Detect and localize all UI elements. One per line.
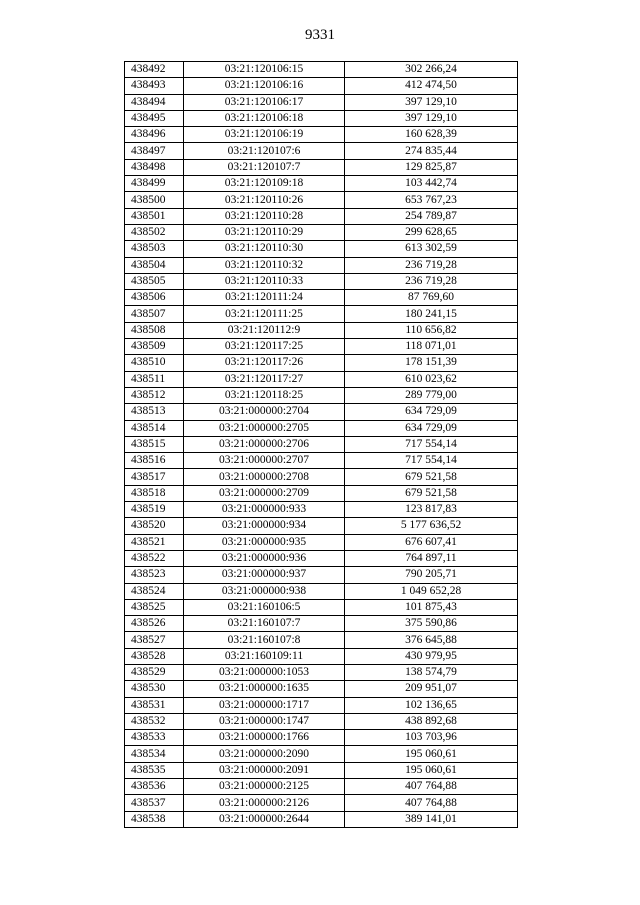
cadastral-value-cell: 299 628,65 — [345, 224, 518, 240]
record-id-cell: 438519 — [125, 502, 184, 518]
cadastral-number-cell: 03:21:120106:16 — [184, 78, 345, 94]
table-row — [125, 779, 518, 795]
cadastral-number-cell: 03:21:120106:15 — [184, 62, 345, 78]
record-id-cell: 438510 — [125, 355, 184, 371]
table-row — [125, 192, 518, 208]
table-row — [125, 453, 518, 469]
table-row — [125, 632, 518, 648]
cadastral-number-cell: 03:21:000000:937 — [184, 567, 345, 583]
cadastral-value-cell: 274 835,44 — [345, 143, 518, 159]
table-row — [125, 241, 518, 257]
table-row — [125, 713, 518, 729]
cadastral-number-cell: 03:21:000000:1053 — [184, 664, 345, 680]
cadastral-value-cell: 790 205,71 — [345, 567, 518, 583]
cadastral-value-cell: 178 151,39 — [345, 355, 518, 371]
record-id-cell: 438529 — [125, 664, 184, 680]
page-number: 9331 — [305, 27, 335, 43]
table-row — [125, 502, 518, 518]
record-id-cell: 438493 — [125, 78, 184, 94]
table-row — [125, 110, 518, 126]
cadastral-number-cell: 03:21:120109:18 — [184, 176, 345, 192]
record-id-cell: 438520 — [125, 518, 184, 534]
cadastral-value-cell: 123 817,83 — [345, 502, 518, 518]
cadastral-number-cell: 03:21:120118:25 — [184, 387, 345, 403]
cadastral-number-cell: 03:21:120117:26 — [184, 355, 345, 371]
record-id-cell: 438506 — [125, 290, 184, 306]
table-row — [125, 355, 518, 371]
cadastral-value-cell: 717 554,14 — [345, 436, 518, 452]
cadastral-number-cell: 03:21:120106:18 — [184, 110, 345, 126]
record-id-cell: 438534 — [125, 746, 184, 762]
cadastral-number-cell: 03:21:000000:2707 — [184, 453, 345, 469]
cadastral-number-cell: 03:21:160106:5 — [184, 599, 345, 615]
cadastral-value-table — [124, 61, 518, 828]
cadastral-value-cell: 717 554,14 — [345, 453, 518, 469]
cadastral-number-cell: 03:21:120107:6 — [184, 143, 345, 159]
cadastral-value-cell: 634 729,09 — [345, 404, 518, 420]
table-row — [125, 697, 518, 713]
cadastral-number-cell: 03:21:160109:11 — [184, 648, 345, 664]
cadastral-value-cell: 376 645,88 — [345, 632, 518, 648]
cadastral-number-cell: 03:21:120107:7 — [184, 159, 345, 175]
table-row — [125, 616, 518, 632]
table-row — [125, 78, 518, 94]
cadastral-number-cell: 03:21:160107:8 — [184, 632, 345, 648]
cadastral-value-cell: 254 789,87 — [345, 208, 518, 224]
cadastral-number-cell: 03:21:000000:1717 — [184, 697, 345, 713]
table-row — [125, 795, 518, 811]
cadastral-value-cell: 195 060,61 — [345, 762, 518, 778]
record-id-cell: 438499 — [125, 176, 184, 192]
record-id-cell: 438538 — [125, 811, 184, 827]
record-id-cell: 438517 — [125, 469, 184, 485]
cadastral-number-cell: 03:21:160107:7 — [184, 616, 345, 632]
cadastral-value-cell: 195 060,61 — [345, 746, 518, 762]
record-id-cell: 438531 — [125, 697, 184, 713]
cadastral-value-cell: 102 136,65 — [345, 697, 518, 713]
record-id-cell: 438497 — [125, 143, 184, 159]
cadastral-value-cell: 138 574,79 — [345, 664, 518, 680]
record-id-cell: 438502 — [125, 224, 184, 240]
cadastral-value-cell: 764 897,11 — [345, 550, 518, 566]
cadastral-number-cell: 03:21:120106:17 — [184, 94, 345, 110]
cadastral-value-cell: 160 628,39 — [345, 127, 518, 143]
record-id-cell: 438518 — [125, 485, 184, 501]
cadastral-number-cell: 03:21:120117:25 — [184, 339, 345, 355]
cadastral-value-cell: 610 023,62 — [345, 371, 518, 387]
cadastral-value-cell: 412 474,50 — [345, 78, 518, 94]
table-row — [125, 62, 518, 78]
cadastral-value-cell: 613 302,59 — [345, 241, 518, 257]
cadastral-value-cell: 397 129,10 — [345, 94, 518, 110]
table-row — [125, 664, 518, 680]
record-id-cell: 438495 — [125, 110, 184, 126]
cadastral-value-cell: 118 071,01 — [345, 339, 518, 355]
cadastral-value-cell: 87 769,60 — [345, 290, 518, 306]
cadastral-value-cell: 5 177 636,52 — [345, 518, 518, 534]
record-id-cell: 438533 — [125, 730, 184, 746]
record-id-cell: 438496 — [125, 127, 184, 143]
table-body — [125, 62, 518, 828]
table-row — [125, 208, 518, 224]
table-row — [125, 648, 518, 664]
record-id-cell: 438521 — [125, 534, 184, 550]
cadastral-value-cell: 180 241,15 — [345, 306, 518, 322]
cadastral-number-cell: 03:21:000000:936 — [184, 550, 345, 566]
table-row — [125, 567, 518, 583]
record-id-cell: 438536 — [125, 779, 184, 795]
cadastral-number-cell: 03:21:000000:933 — [184, 502, 345, 518]
cadastral-number-cell: 03:21:120110:33 — [184, 273, 345, 289]
record-id-cell: 438507 — [125, 306, 184, 322]
cadastral-number-cell: 03:21:120110:28 — [184, 208, 345, 224]
record-id-cell: 438505 — [125, 273, 184, 289]
cadastral-number-cell: 03:21:000000:1766 — [184, 730, 345, 746]
record-id-cell: 438500 — [125, 192, 184, 208]
cadastral-number-cell: 03:21:120110:30 — [184, 241, 345, 257]
table-row — [125, 339, 518, 355]
table-row — [125, 746, 518, 762]
cadastral-value-cell: 634 729,09 — [345, 420, 518, 436]
cadastral-number-cell: 03:21:000000:2126 — [184, 795, 345, 811]
cadastral-value-cell: 236 719,28 — [345, 273, 518, 289]
table-row — [125, 811, 518, 827]
record-id-cell: 438516 — [125, 453, 184, 469]
cadastral-value-cell: 103 703,96 — [345, 730, 518, 746]
record-id-cell: 438524 — [125, 583, 184, 599]
table-row — [125, 518, 518, 534]
table-row — [125, 322, 518, 338]
table-row — [125, 762, 518, 778]
table-row — [125, 420, 518, 436]
cadastral-number-cell: 03:21:120106:19 — [184, 127, 345, 143]
record-id-cell: 438528 — [125, 648, 184, 664]
record-id-cell: 438513 — [125, 404, 184, 420]
cadastral-value-cell: 438 892,68 — [345, 713, 518, 729]
table-row — [125, 127, 518, 143]
cadastral-number-cell: 03:21:000000:2708 — [184, 469, 345, 485]
cadastral-number-cell: 03:21:000000:1635 — [184, 681, 345, 697]
cadastral-value-cell: 302 266,24 — [345, 62, 518, 78]
cadastral-number-cell: 03:21:120111:25 — [184, 306, 345, 322]
record-id-cell: 438535 — [125, 762, 184, 778]
record-id-cell: 438504 — [125, 257, 184, 273]
cadastral-value-cell: 103 442,74 — [345, 176, 518, 192]
record-id-cell: 438525 — [125, 599, 184, 615]
cadastral-number-cell: 03:21:000000:2091 — [184, 762, 345, 778]
cadastral-value-cell: 430 979,95 — [345, 648, 518, 664]
table-row — [125, 730, 518, 746]
cadastral-number-cell: 03:21:000000:2706 — [184, 436, 345, 452]
record-id-cell: 438514 — [125, 420, 184, 436]
table-row — [125, 583, 518, 599]
record-id-cell: 438501 — [125, 208, 184, 224]
cadastral-value-cell: 289 779,00 — [345, 387, 518, 403]
cadastral-number-cell: 03:21:000000:938 — [184, 583, 345, 599]
cadastral-value-cell: 407 764,88 — [345, 779, 518, 795]
cadastral-value-cell: 236 719,28 — [345, 257, 518, 273]
cadastral-value-cell: 110 656,82 — [345, 322, 518, 338]
table-row — [125, 681, 518, 697]
cadastral-value-cell: 389 141,01 — [345, 811, 518, 827]
record-id-cell: 438509 — [125, 339, 184, 355]
record-id-cell: 438508 — [125, 322, 184, 338]
record-id-cell: 438523 — [125, 567, 184, 583]
table-row — [125, 534, 518, 550]
cadastral-number-cell: 03:21:000000:2090 — [184, 746, 345, 762]
cadastral-number-cell: 03:21:120117:27 — [184, 371, 345, 387]
cadastral-value-cell: 1 049 652,28 — [345, 583, 518, 599]
cadastral-value-cell: 209 951,07 — [345, 681, 518, 697]
cadastral-value-cell: 375 590,86 — [345, 616, 518, 632]
record-id-cell: 438530 — [125, 681, 184, 697]
record-id-cell: 438511 — [125, 371, 184, 387]
cadastral-value-cell: 407 764,88 — [345, 795, 518, 811]
cadastral-value-cell: 101 875,43 — [345, 599, 518, 615]
cadastral-value-cell: 676 607,41 — [345, 534, 518, 550]
record-id-cell: 438537 — [125, 795, 184, 811]
cadastral-number-cell: 03:21:000000:2709 — [184, 485, 345, 501]
cadastral-value-cell: 129 825,87 — [345, 159, 518, 175]
table-row — [125, 436, 518, 452]
table-row — [125, 550, 518, 566]
cadastral-number-cell: 03:21:000000:935 — [184, 534, 345, 550]
record-id-cell: 438492 — [125, 62, 184, 78]
cadastral-value-cell: 679 521,58 — [345, 469, 518, 485]
table-row — [125, 176, 518, 192]
table-row — [125, 94, 518, 110]
table-row — [125, 469, 518, 485]
cadastral-number-cell: 03:21:000000:2704 — [184, 404, 345, 420]
cadastral-number-cell: 03:21:120110:26 — [184, 192, 345, 208]
table-row — [125, 404, 518, 420]
cadastral-number-cell: 03:21:120110:32 — [184, 257, 345, 273]
table-row — [125, 224, 518, 240]
cadastral-value-cell: 679 521,58 — [345, 485, 518, 501]
table-row — [125, 257, 518, 273]
cadastral-value-cell: 653 767,23 — [345, 192, 518, 208]
cadastral-number-cell: 03:21:000000:1747 — [184, 713, 345, 729]
record-id-cell: 438498 — [125, 159, 184, 175]
table-row — [125, 159, 518, 175]
record-id-cell: 438527 — [125, 632, 184, 648]
cadastral-number-cell: 03:21:000000:934 — [184, 518, 345, 534]
cadastral-number-cell: 03:21:120112:9 — [184, 322, 345, 338]
record-id-cell: 438512 — [125, 387, 184, 403]
record-id-cell: 438494 — [125, 94, 184, 110]
record-id-cell: 438532 — [125, 713, 184, 729]
table-row — [125, 599, 518, 615]
table-row — [125, 290, 518, 306]
table-row — [125, 273, 518, 289]
table-row — [125, 485, 518, 501]
record-id-cell: 438515 — [125, 436, 184, 452]
record-id-cell: 438522 — [125, 550, 184, 566]
cadastral-number-cell: 03:21:000000:2125 — [184, 779, 345, 795]
record-id-cell: 438526 — [125, 616, 184, 632]
table-row — [125, 371, 518, 387]
cadastral-number-cell: 03:21:000000:2705 — [184, 420, 345, 436]
table-row — [125, 306, 518, 322]
record-id-cell: 438503 — [125, 241, 184, 257]
cadastral-number-cell: 03:21:120111:24 — [184, 290, 345, 306]
table-row — [125, 143, 518, 159]
table-row — [125, 387, 518, 403]
cadastral-number-cell: 03:21:120110:29 — [184, 224, 345, 240]
cadastral-number-cell: 03:21:000000:2644 — [184, 811, 345, 827]
cadastral-value-cell: 397 129,10 — [345, 110, 518, 126]
